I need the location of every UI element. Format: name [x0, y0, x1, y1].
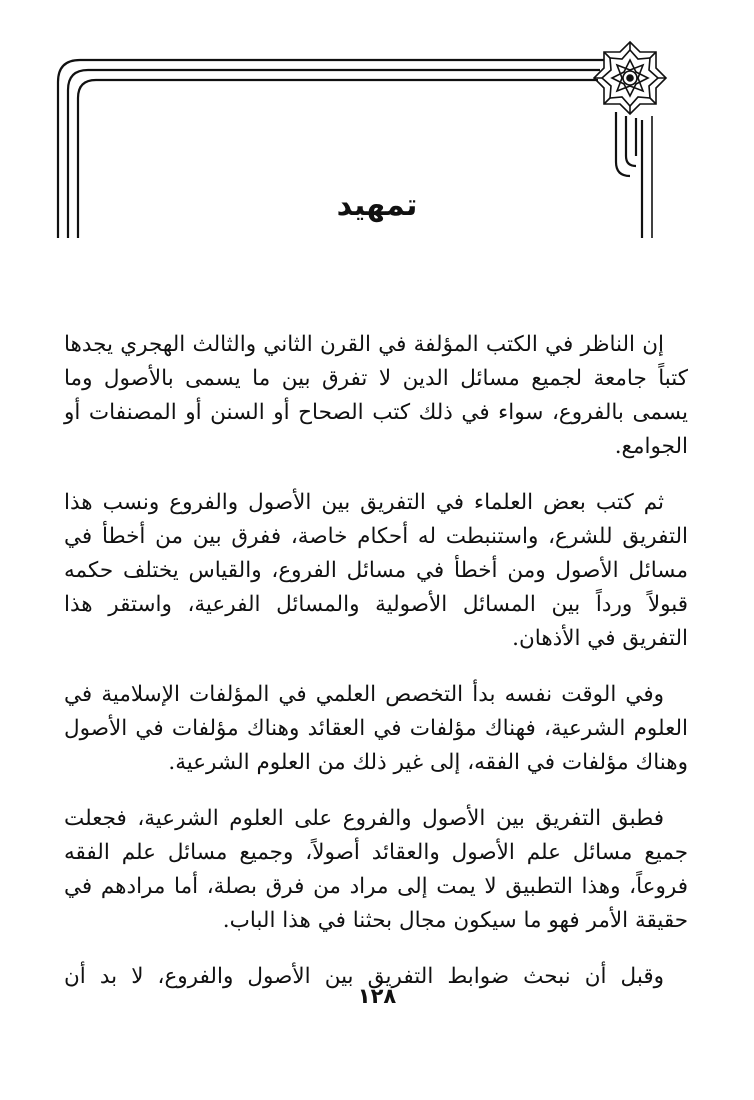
section-title: تمهيد — [336, 188, 418, 223]
paragraph: إن الناظر في الكتب المؤلفة في القرن الثاني والثالث الهجري يجدها كتباً جامعة لجميع مسائل الدين لا تفرق بين ما يسمى بالأصول وما يسمى بالفروع، سواء في ذلك كتب الصحاح أو السنن أو المصنفات أو الجوامع. — [64, 332, 688, 459]
star-rosette-icon — [594, 42, 666, 114]
page-number: ١٢٨ — [357, 984, 397, 1008]
paragraph: ثم كتب بعض العلماء في التفريق بين الأصول والفروع ونسب هذا التفريق للشرع، واستنبطت له أحكام خاصة، ففرق بين من أخطأ في مسائل الأصول ومن أخطأ في مسائل الفروع، والقياس يختلف حكمه قبولاً ورداً بين المسائل الأصولية والمسائل الفرعية، واستقر هذا التفريق في الأذهان. — [64, 490, 688, 651]
paragraph: فطبق التفريق بين الأصول والفروع على العلوم الشرعية، فجعلت جميع مسائل علم الأصول والعقائد أصولاً، وجميع مسائل علم الفقه فروعاً، وهذا التطبيق لا يمت إلى مراد من فرق بصلة، أما مرادهم في حقيقة الأمر فهو ما سيكون مجال بحثنا في هذا الباب. — [64, 806, 688, 933]
paragraph: وقبل أن نبحث ضوابط التفريق بين الأصول والفروع، لا بد أن — [64, 964, 664, 989]
paragraph: وفي الوقت نفسه بدأ التخصص العلمي في المؤلفات الإسلامية في العلوم الشرعية، فهناك مؤلفات في العقائد وهناك مؤلفات في الأصول وهناك مؤلفات في الفقه، إلى غير ذلك من العلوم الشرعية. — [64, 682, 688, 775]
body-text — [64, 328, 688, 994]
